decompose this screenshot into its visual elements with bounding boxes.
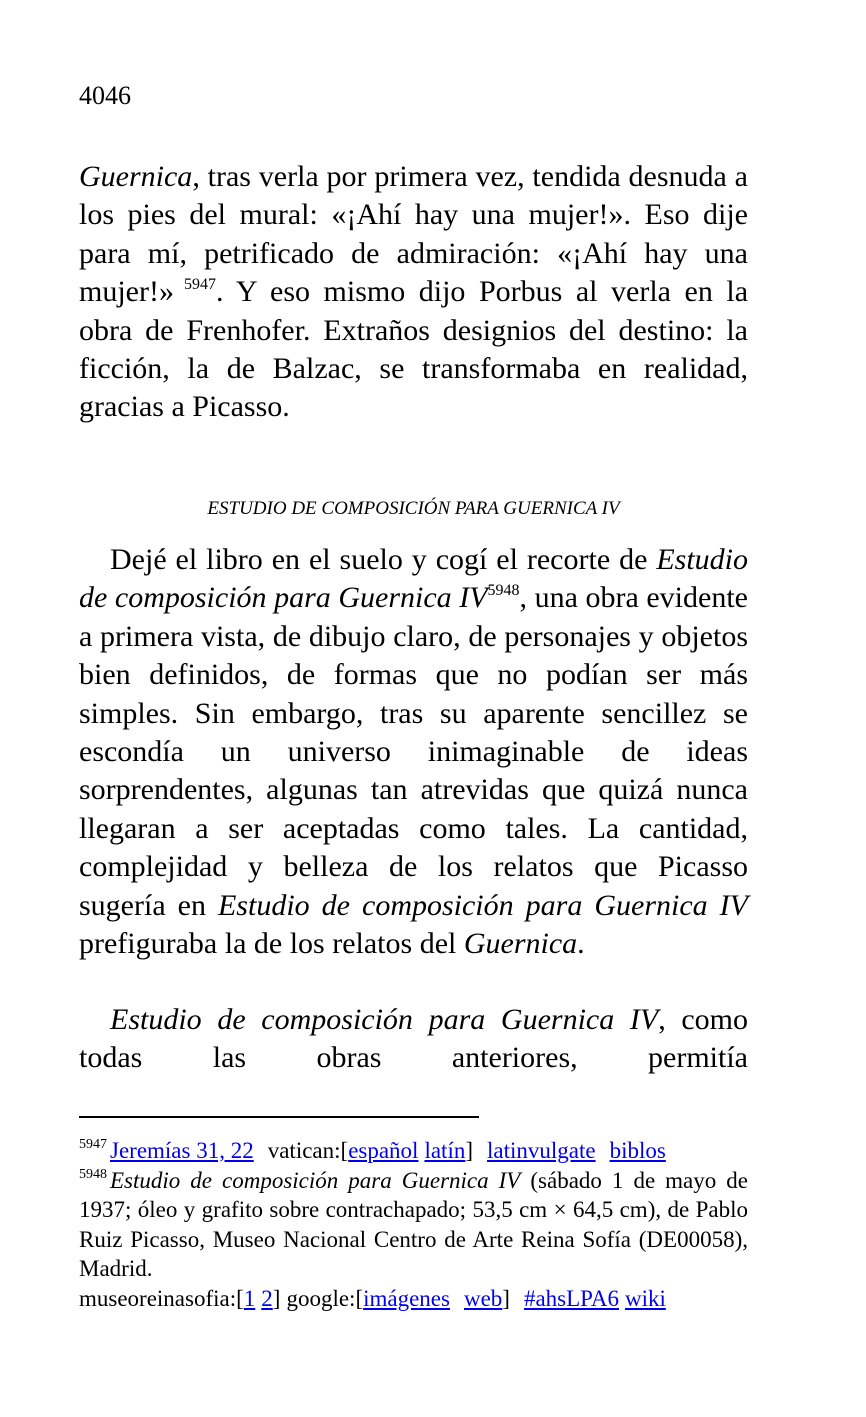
google-label: google:[ xyxy=(286,1285,364,1311)
paragraph-1-text-a: , tras verla por primera vez, tendida desnuda a los pies del mural: «¡Ahí hay una mujer!». Eso dije para mí, petrificado de admiración: «¡Ahí hay una mujer!» xyxy=(79,160,748,309)
paragraph-2-text-d: . xyxy=(577,927,585,961)
page-number: 4046 xyxy=(79,81,131,110)
link-hashtag[interactable]: #ahsLPA6 xyxy=(523,1285,619,1311)
vatican-label: vatican:[ xyxy=(267,1138,349,1163)
bracket-close: ] xyxy=(465,1138,474,1163)
paragraph-2 xyxy=(79,541,748,963)
footnote-5948-links xyxy=(79,1284,748,1314)
link-latinvulgate[interactable]: latinvulgate xyxy=(487,1138,596,1163)
footnote-ref-5948[interactable]: 5948 xyxy=(487,582,520,600)
paragraph-3 xyxy=(79,1001,748,1078)
link-jeremias[interactable]: Jeremías 31, 22 xyxy=(110,1138,254,1163)
paragraph-1-text-b: . Y eso mismo dijo Porbus al verla en la obra de Frenhofer. Extraños designios del destino: la ficción, la de Balzac, se transformaba en realidad, gracias a Picasso. xyxy=(79,275,749,424)
footnote-divider xyxy=(79,1116,479,1118)
museo-label: museoreinasofia:[ xyxy=(79,1285,244,1311)
footnote-number: 5947 xyxy=(79,1137,107,1152)
footnotes xyxy=(79,1136,748,1313)
link-web[interactable]: web xyxy=(463,1285,503,1311)
bracket-close: ] xyxy=(502,1285,510,1311)
footnote-number: 5948 xyxy=(79,1166,107,1182)
footnote-5947 xyxy=(79,1136,748,1166)
link-museo-2[interactable]: 2 xyxy=(261,1285,273,1311)
link-wiki[interactable]: wiki xyxy=(624,1285,666,1311)
paragraph-1 xyxy=(79,158,748,427)
guernica-title: Guernica xyxy=(463,927,578,961)
section-heading: ESTUDIO DE COMPOSICIÓN PARA GUERNICA IV xyxy=(207,498,620,519)
link-biblos[interactable]: biblos xyxy=(609,1138,666,1163)
paragraph-3-text: , como todas las obras anteriores, permitía xyxy=(79,1003,749,1075)
link-espanol[interactable]: español xyxy=(348,1138,419,1163)
bracket-close: ] xyxy=(272,1285,281,1311)
footnote-artwork-title: Estudio de composición para Guernica IV xyxy=(110,1167,521,1193)
link-museo-1[interactable]: 1 xyxy=(243,1285,256,1311)
footnote-text: (sábado 1 de mayo de 1937; óleo y grafito sobre contrachapado; 53,5 cm × 64,5 cm), de Pablo Ruiz Picasso, Museo Nacional Centro de Arte Reina Sofía (DE00058), Madrid. xyxy=(79,1167,748,1281)
paragraph-2-text-a: Dejé el libro en el suelo y cogí el recorte de xyxy=(110,543,657,576)
guernica-title: Guernica xyxy=(79,160,193,193)
link-imagenes[interactable]: imágenes xyxy=(363,1285,450,1311)
artwork-title: Estudio de composición para Guernica IV xyxy=(79,543,748,615)
artwork-title: Estudio de composición para Guernica IV xyxy=(110,1003,659,1036)
footnote-ref-5947[interactable]: 5947 xyxy=(184,276,217,294)
link-latin[interactable]: latín xyxy=(424,1138,466,1163)
paragraph-2-text-b: , una obra evidente a primera vista, de dibujo claro, de personajes y objetos bien definidos, de formas que no podían ser más simples. Sin embargo, tras su aparente sencillez se escondía un universo inimaginable de ideas sorprendentes, algunas tan atrevidas que quizá nunca llegaran a ser aceptadas como tales. La cantidad, complejidad y belleza de los relatos que Picasso sugería en xyxy=(79,581,748,922)
footnote-5948 xyxy=(79,1166,748,1284)
artwork-title: Estudio de composición para Guernica IV xyxy=(217,888,748,922)
paragraph-2-text-c: prefiguraba la de los relatos del xyxy=(79,927,464,961)
